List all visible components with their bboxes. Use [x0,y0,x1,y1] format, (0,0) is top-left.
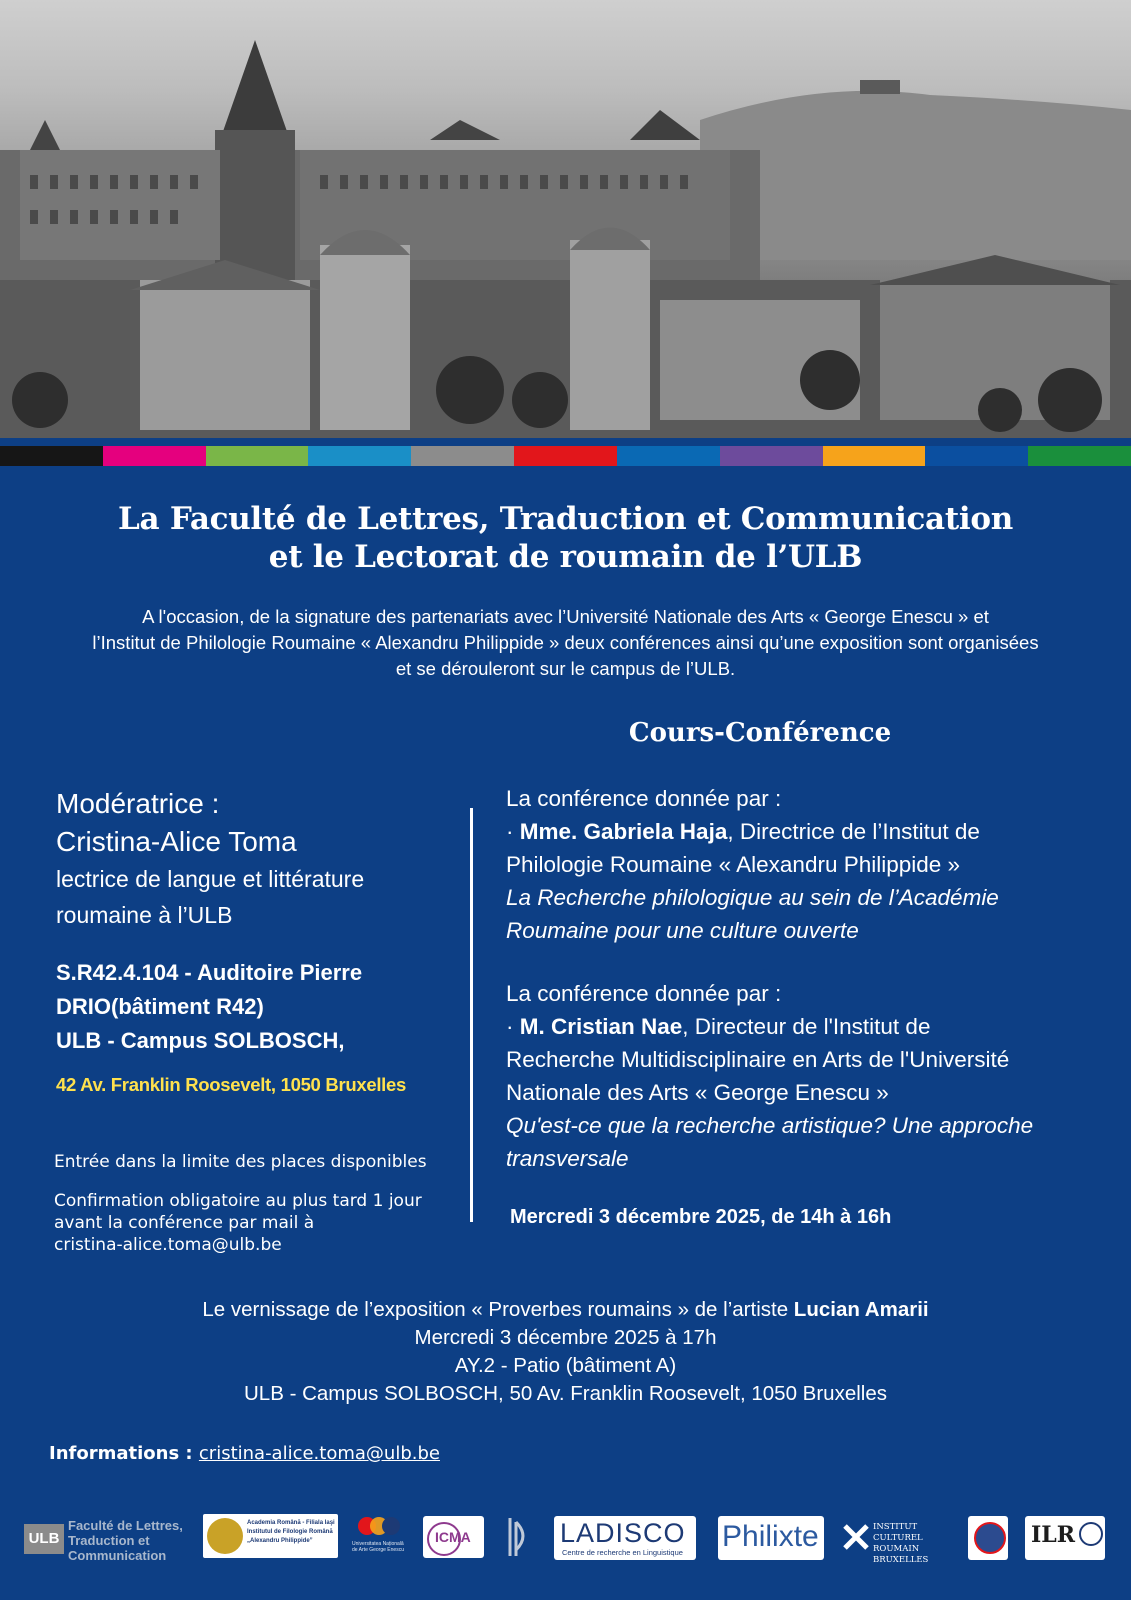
unage-rings-icon [352,1516,404,1536]
venue-campus: ULB - Campus SOLBOSCH, [56,1028,345,1053]
venue-address: 42 Av. Franklin Roosevelt, 1050 Bruxelles [56,1074,406,1095]
color-stripe-segment [206,446,309,466]
conference-1-title-b: Roumaine pour une culture ouverte [506,918,859,943]
color-stripe-segment [514,446,617,466]
ladisco-text: LADISCO [560,1518,686,1548]
academia-text [247,1519,337,1546]
entry-note: Entrée dans la limite des places disponibles [54,1152,427,1172]
icr-text-line: ROUMAIN [873,1544,920,1554]
ulb-faculty-logo [24,1518,196,1562]
intro-line-3: et se dérouleront sur le campus de l’ULB. [395,658,736,679]
moderator-label: Modératrice : [56,788,220,819]
color-stripe-segment [925,446,1028,466]
ulb-text-line: Faculté de Lettres, [68,1518,183,1533]
philixte-text: Philixte [722,1520,819,1553]
conference-2-intro: La conférence donnée par : [506,981,782,1006]
icr-text-line: BRUXELLES [873,1555,929,1565]
vernissage-date: Mercredi 3 décembre 2025 à 17h [414,1326,717,1349]
conference-2-title-b: transversale [506,1146,629,1171]
color-stripe-segment [103,446,206,466]
color-stripe-segment [1028,446,1131,466]
bullet: · [506,819,520,844]
crest-icon [974,1522,1006,1554]
lab-mark-icon [506,1516,534,1560]
moderator-role-line-1: lectrice de langue et littérature [56,866,365,892]
ilr-globe-icon [1079,1522,1103,1546]
venue-room-line-2: DRIO(bâtiment R42) [56,994,264,1019]
header-photo [0,0,1131,438]
cours-conference-heading: Cours-Conférence [628,718,892,748]
vernissage-room: AY.2 - Patio (bâtiment A) [454,1354,677,1377]
ladisco-subtitle: Centre de recherche en Linguistique [562,1548,683,1557]
confirmation-email[interactable]: cristina-alice.toma@ulb.be [54,1235,282,1255]
color-stripe-segment [0,446,103,466]
conference-date: Mercredi 3 décembre 2025, de 14h à 16h [510,1206,892,1228]
color-stripe-segment [308,446,411,466]
academia-text-line: „Alexandru Philippide” [247,1538,313,1544]
ilr-text: ILR [1031,1522,1076,1548]
confirmation-line-2: avant la conférence par mail à [54,1213,315,1233]
conference-1-speaker-line [506,815,1106,848]
color-stripe-segment [411,446,514,466]
lab-mark-logo [506,1516,534,1560]
ulb-text-line: Traduction et [68,1533,150,1548]
vernissage-artist: Lucian Amarii [793,1298,929,1321]
confirmation-line-1: Confirmation obligatoire au plus tard 1 jour [54,1191,422,1211]
moderator-block [56,785,456,933]
intro-line-2: l’Institut de Philologie Roumaine « Alexandru Philippide » deux conférences ainsi qu’une exposition sont organisées [92,632,1039,653]
icr-text-line: INSTITUT CULTUREL [873,1522,923,1543]
icma-text: ICMA [435,1529,471,1545]
venue-room-line-1: S.R42.4.104 - Auditoire Pierre [56,960,363,985]
academia-seal-icon [207,1518,243,1554]
ilr-logo [1025,1516,1105,1560]
vernissage-block [0,1296,1131,1408]
conference-2-role-b: Recherche Multidisciplinaire en Arts de l'Université [506,1047,1010,1072]
conference-2-speaker-line [506,1010,1106,1043]
confirmation-note [54,1190,454,1256]
vernissage-address: ULB - Campus SOLBOSCH, 50 Av. Franklin Roosevelt, 1050 Bruxelles [244,1382,887,1405]
unage-text: Universitatea Națională de Arte George Enescu [352,1541,404,1553]
unage-logo [352,1516,404,1556]
icma-logo [423,1516,484,1558]
academia-text-line: Academia Română - Filiala Iaşi [247,1520,335,1526]
moderator-role-line-2: roumaine à l’ULB [56,902,233,928]
ulb-faculty-text [68,1518,183,1563]
color-stripe-segment [720,446,823,466]
intro-line-1: A l'occasion, de la signature des partenariats avec l’Université Nationale des Arts « George Enescu » et [142,606,989,627]
information-label: Informations : [49,1443,199,1464]
philixte-logo [718,1516,824,1560]
color-stripe-bar [0,446,1131,466]
conference-2-role-c: Nationale des Arts « George Enescu » [506,1080,889,1105]
icr-text [873,1522,961,1566]
conference-1-role-a: , Directrice de l’Institut de [727,819,980,844]
bullet: · [506,1014,520,1039]
university-crest-logo [968,1516,1008,1560]
moderator-name: Cristina-Alice Toma [56,826,297,857]
academia-romana-logo [203,1514,338,1558]
title-line-2: et le Lectorat de roumain de l’ULB [268,539,863,575]
ladisco-logo [554,1516,696,1560]
partner-logos [0,1510,1131,1570]
icr-bruxelles-logo [843,1520,961,1565]
venue-block [56,956,476,1058]
ulb-text-line: Communication [68,1548,167,1563]
title-line-1: La Faculté de Lettres, Traduction et Communication [118,501,1013,537]
conference-1-speaker: Mme. Gabriela Haja [519,819,728,844]
conference-1-title-a: La Recherche philologique au sein de l’Académie [506,885,999,910]
color-stripe-segment [617,446,720,466]
conference-2-title-a: Qu'est-ce que la recherche artistique? Une approche [506,1113,1034,1138]
conference-2-speaker: M. Cristian Nae [519,1014,683,1039]
intro-paragraph [20,604,1111,682]
conference-1-role-b: Philologie Roumaine « Alexandru Philippide » [506,852,961,877]
information-email-link[interactable]: cristina-alice.toma@ulb.be [198,1443,440,1464]
conference-2-role-a: , Directeur de l'Institut de [682,1014,931,1039]
city-panorama-illustration [0,0,1131,438]
vernissage-text: Le vernissage de l’exposition « Proverbes roumains » de l’artiste [202,1298,794,1321]
column-divider [470,808,473,1222]
color-stripe-segment [823,446,926,466]
page-title [0,500,1131,576]
academia-text-line: Institutul de Filologie Română [247,1529,333,1535]
conference-1-intro: La conférence donnée par : [506,786,782,811]
vernissage-line-1 [0,1296,1131,1324]
conferences-block [506,782,1106,1175]
information-line [49,1443,440,1464]
icr-cross-icon [843,1524,869,1550]
ulb-badge: ULB [24,1524,64,1554]
